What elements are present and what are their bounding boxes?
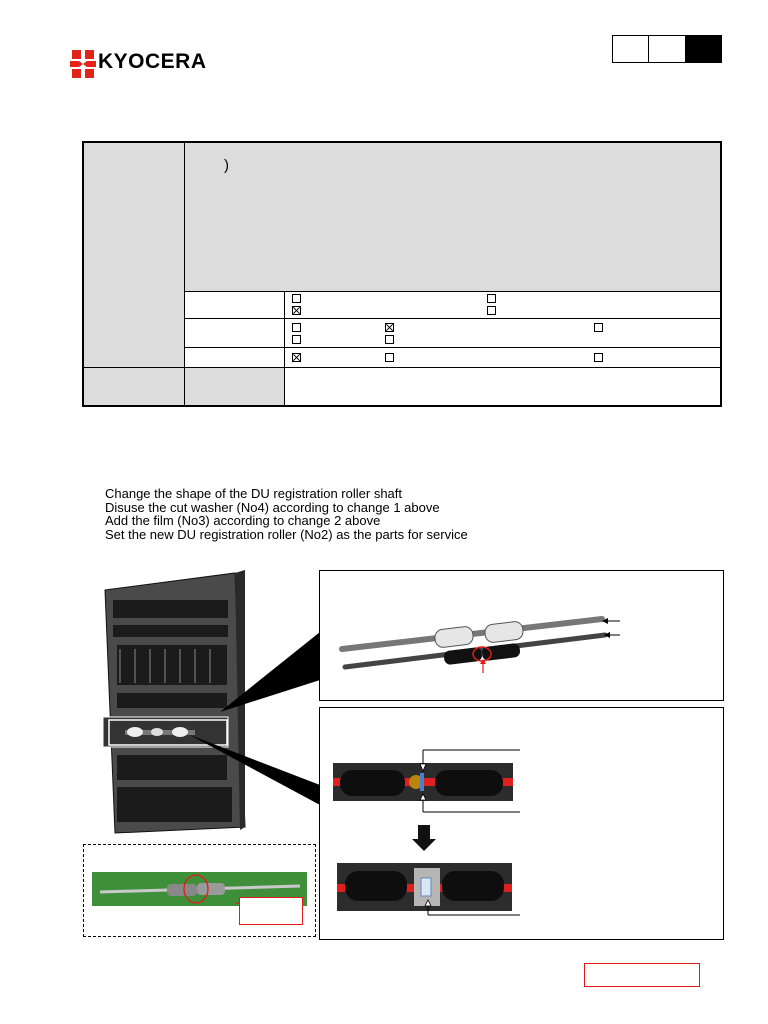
info-table <box>82 141 722 407</box>
shaft-comparison-panel <box>319 570 724 701</box>
list-item: Change the shape of the DU registration roller shaft <box>105 486 403 501</box>
table-row <box>84 143 720 178</box>
checkbox-row <box>185 348 720 368</box>
change-list <box>105 487 468 541</box>
table-row <box>84 177 720 292</box>
inset-photo-frame <box>83 844 316 937</box>
checkbox-row <box>185 319 720 348</box>
red-stamp-box <box>584 963 700 987</box>
brand-name: KYOCERA <box>98 50 207 73</box>
checkbox[interactable] <box>292 335 301 344</box>
checkbox[interactable] <box>292 294 301 303</box>
washer-film-panel <box>319 707 724 940</box>
checkbox[interactable] <box>385 335 394 344</box>
checkbox[interactable] <box>292 306 301 315</box>
checkbox[interactable] <box>385 323 394 332</box>
title-paren: ) <box>224 157 229 174</box>
page-indicator-box <box>612 35 722 63</box>
checkbox-row <box>185 291 720 319</box>
list-item: Add the film (No3) according to change 2 above <box>105 513 381 528</box>
kyocera-logo-icon <box>70 50 96 78</box>
callout-label-box <box>239 897 303 925</box>
checkbox[interactable] <box>292 353 301 362</box>
callout-pointer <box>180 620 325 810</box>
checkbox[interactable] <box>594 353 603 362</box>
checkbox[interactable] <box>487 306 496 315</box>
list-item: Disuse the cut washer (No4) according to change 1 above <box>105 499 440 515</box>
list-item: Set the new DU registration roller (No2) as the parts for service <box>105 526 468 542</box>
checkbox[interactable] <box>292 323 301 332</box>
checkbox[interactable] <box>594 323 603 332</box>
checkbox[interactable] <box>487 294 496 303</box>
checkbox[interactable] <box>385 353 394 362</box>
